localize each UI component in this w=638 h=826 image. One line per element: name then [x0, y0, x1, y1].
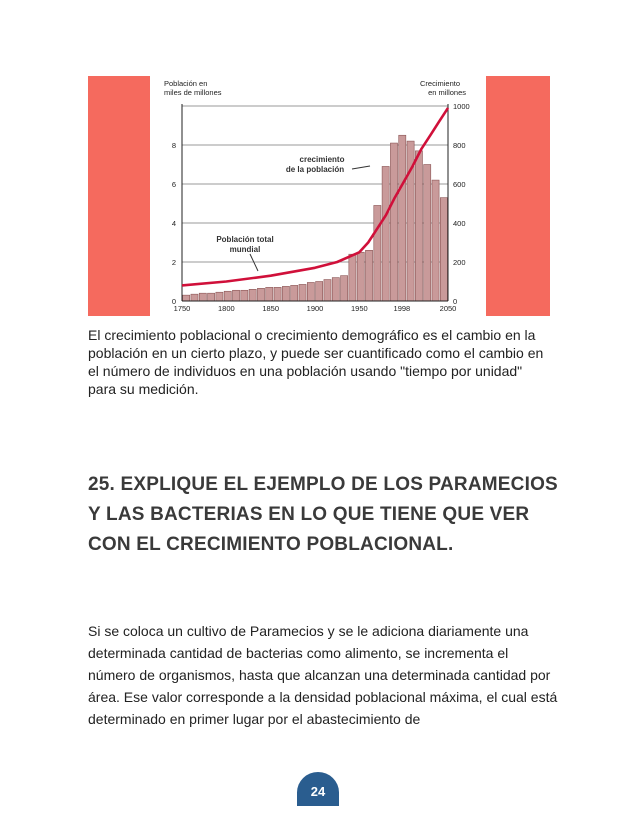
y-left-tick-label: 4 [171, 219, 176, 228]
body-paragraph: Si se coloca un cultivo de Paramecios y se le adiciona diariamente una determinada cantidad de bacterias como alimento, se incrementa el número de organismos, hasta que alcanzan una determinada cantidad por área. Ese valor corresponde a la densidad poblacional máxima, el cual está determinado en primer lugar por el abastecimiento de [88, 623, 558, 727]
chart-bar [266, 287, 273, 301]
total-arrow [250, 254, 258, 271]
chart-bar [424, 165, 431, 302]
page-number-badge: 24 [297, 772, 339, 806]
x-tick-label: 1950 [350, 304, 368, 313]
chart-bar [316, 282, 323, 302]
right-axis-title: en millones [428, 88, 466, 97]
chart-bar [374, 205, 381, 301]
chart-bar [183, 295, 190, 301]
chart-bar [307, 282, 314, 301]
left-axis-title: Población en [164, 79, 208, 88]
chart-bar [199, 293, 206, 301]
total-annotation: Población total [216, 235, 274, 244]
chart-bar [365, 250, 372, 301]
y-left-tick-label: 0 [171, 297, 176, 306]
chart-bar [382, 166, 389, 301]
chart-bar [208, 293, 215, 301]
chart-bar [299, 284, 306, 301]
total-annotation: mundial [229, 245, 261, 254]
x-tick-label: 1998 [393, 304, 411, 313]
growth-annotation: de la población [285, 165, 345, 174]
x-tick-label: 1800 [217, 304, 235, 313]
intro-paragraph: El crecimiento poblacional o crecimiento demográfico es el cambio en la población en un cierto plazo, y puede ser cuantificado como el cambio en el número de individuos en una población usando "tiempo por unidad" para su medición. [88, 327, 544, 397]
chart-bar [257, 288, 264, 301]
chart-bar [332, 278, 339, 301]
y-right-tick-label: 800 [453, 141, 466, 150]
right-axis-title: Crecimiento [419, 79, 460, 88]
x-tick-label: 2050 [439, 304, 457, 313]
growth-arrow [352, 166, 370, 169]
y-right-tick-label: 400 [453, 219, 466, 228]
y-right-tick-label: 0 [453, 297, 458, 306]
population-chart [150, 76, 486, 316]
x-tick-label: 1900 [306, 304, 324, 313]
chart-bar [349, 254, 356, 301]
chart-bar [224, 291, 231, 301]
chart-bar [232, 290, 239, 301]
chart-bar [341, 276, 348, 301]
chart-bar [432, 180, 439, 301]
chart-bar [415, 151, 422, 301]
section-heading: 25. EXPLIQUE EL EJEMPLO DE LOS PARAMECIOS Y LAS BACTERIAS EN LO QUE TIENE QUE VER CON EL CRECIMIENTO POBLACIONAL. [88, 474, 558, 555]
chart-bar [390, 143, 397, 301]
y-left-tick-label: 2 [171, 258, 176, 267]
chart-bar [216, 292, 223, 301]
y-right-tick-label: 200 [453, 258, 466, 267]
chart-bar [241, 290, 248, 301]
left-axis-title: miles de millones [164, 88, 222, 97]
chart-bar [191, 294, 198, 301]
chart-bar [291, 285, 298, 301]
x-tick-label: 1750 [173, 304, 191, 313]
chart-bar [399, 135, 406, 301]
chart-svg [150, 76, 486, 316]
chart-bar [249, 289, 256, 301]
y-right-tick-label: 1000 [453, 102, 470, 111]
y-right-tick-label: 600 [453, 180, 466, 189]
chart-bar [282, 286, 289, 301]
y-left-tick-label: 8 [171, 141, 176, 150]
chart-bar [440, 198, 447, 301]
growth-annotation: crecimiento [299, 155, 345, 164]
chart-bar [357, 252, 364, 301]
chart-bar [274, 287, 281, 301]
chart-bar [324, 280, 331, 301]
y-left-tick-label: 6 [171, 180, 176, 189]
x-tick-label: 1850 [262, 304, 280, 313]
